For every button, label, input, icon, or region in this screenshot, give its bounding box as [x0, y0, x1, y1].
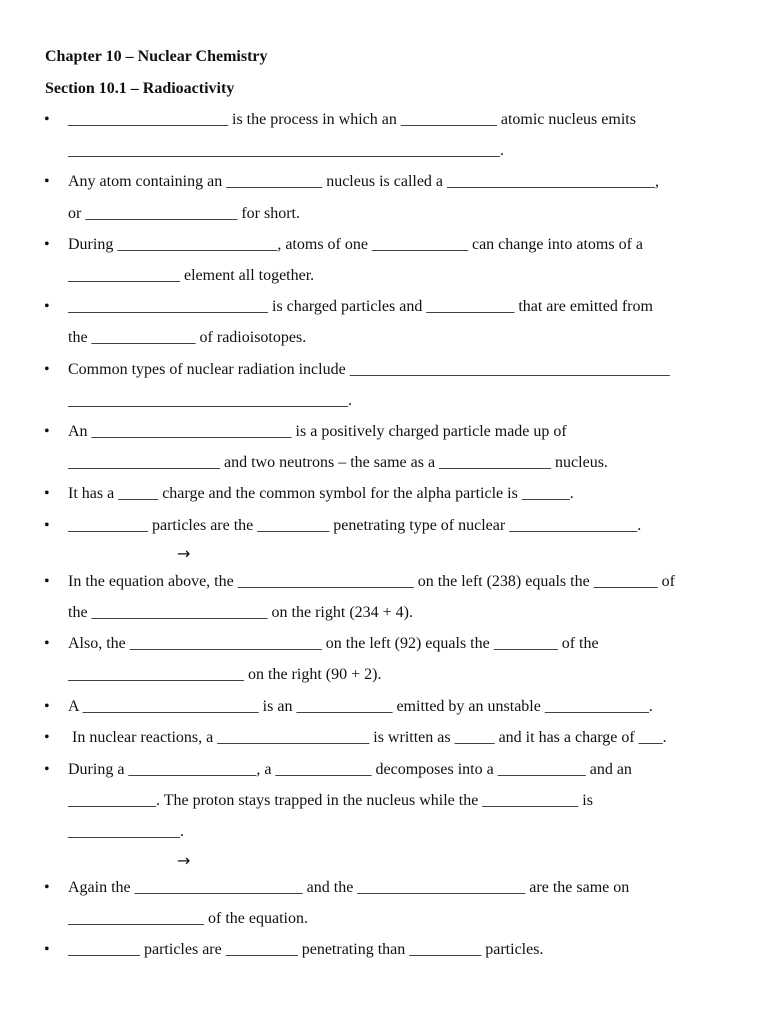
- item-line: It has a _____ charge and the common symbol for the alpha particle is ______.: [68, 485, 574, 502]
- item-line: ______________________ on the right (90 + 2).: [68, 666, 382, 683]
- item-line: During ____________________, atoms of one ____________ can change into atoms of a: [68, 236, 644, 253]
- bullet-marker: •: [44, 729, 50, 746]
- item-line: ___________________________________.: [68, 392, 352, 409]
- item-line: During a ________________, a ____________ decomposes into a ___________ and an: [68, 761, 632, 778]
- bullet-marker: •: [44, 879, 50, 896]
- bullet-marker: •: [44, 111, 50, 128]
- item-line: An _________________________ is a positively charged particle made up of: [68, 423, 567, 440]
- section-title: Section 10.1 – Radioactivity: [45, 80, 235, 97]
- bullet-marker: •: [44, 573, 50, 590]
- item-line: Any atom containing an ____________ nucleus is called a __________________________,: [68, 173, 660, 190]
- bullet-marker: •: [44, 761, 50, 778]
- item-line: _________ particles are _________ penetrating than _________ particles.: [68, 941, 544, 958]
- item-line: Also, the ________________________ on the left (92) equals the ________ of the: [68, 635, 599, 652]
- bullet-marker: •: [44, 635, 50, 652]
- arrow-icon: →: [177, 851, 191, 870]
- item-line: ______________ element all together.: [68, 267, 315, 284]
- bullet-marker: •: [44, 361, 50, 378]
- item-line: Common types of nuclear radiation include ________________________________________: [68, 361, 670, 378]
- bullet-marker: •: [44, 698, 50, 715]
- item-line: the ______________________ on the right (234 + 4).: [68, 604, 413, 621]
- bullet-marker: •: [44, 941, 50, 958]
- bullet-marker: •: [44, 517, 50, 534]
- bullet-marker: •: [44, 423, 50, 440]
- bullet-marker: •: [44, 298, 50, 315]
- chapter-title: Chapter 10 – Nuclear Chemistry: [45, 48, 268, 65]
- item-line: ___________. The proton stays trapped in the nucleus while the ____________ is: [68, 792, 593, 809]
- item-line: _________________ of the equation.: [68, 910, 308, 927]
- item-line: ___________________ and two neutrons – the same as a ______________ nucleus.: [68, 454, 608, 471]
- item-line: A ______________________ is an ____________ emitted by an unstable _____________.: [68, 698, 653, 715]
- item-line: __________ particles are the _________ penetrating type of nuclear ________________.: [68, 517, 642, 534]
- item-line: ____________________ is the process in which an ____________ atomic nucleus emits: [68, 111, 636, 128]
- item-line: In nuclear reactions, a ___________________ is written as _____ and it has a charge of ___.: [68, 729, 667, 746]
- item-line: _________________________ is charged particles and ___________ that are emitted from: [68, 298, 653, 315]
- item-line: In the equation above, the ______________________ on the left (238) equals the ________ of: [68, 573, 675, 590]
- bullet-marker: •: [44, 173, 50, 190]
- arrow-icon: →: [177, 544, 191, 563]
- bullet-marker: •: [44, 236, 50, 253]
- item-line: the _____________ of radioisotopes.: [68, 329, 307, 346]
- item-line: or ___________________ for short.: [68, 205, 300, 222]
- item-line: ______________________________________________________.: [68, 142, 504, 159]
- item-line: ______________.: [68, 823, 184, 840]
- item-line: Again the _____________________ and the _____________________ are the same on: [68, 879, 630, 896]
- bullet-marker: •: [44, 485, 50, 502]
